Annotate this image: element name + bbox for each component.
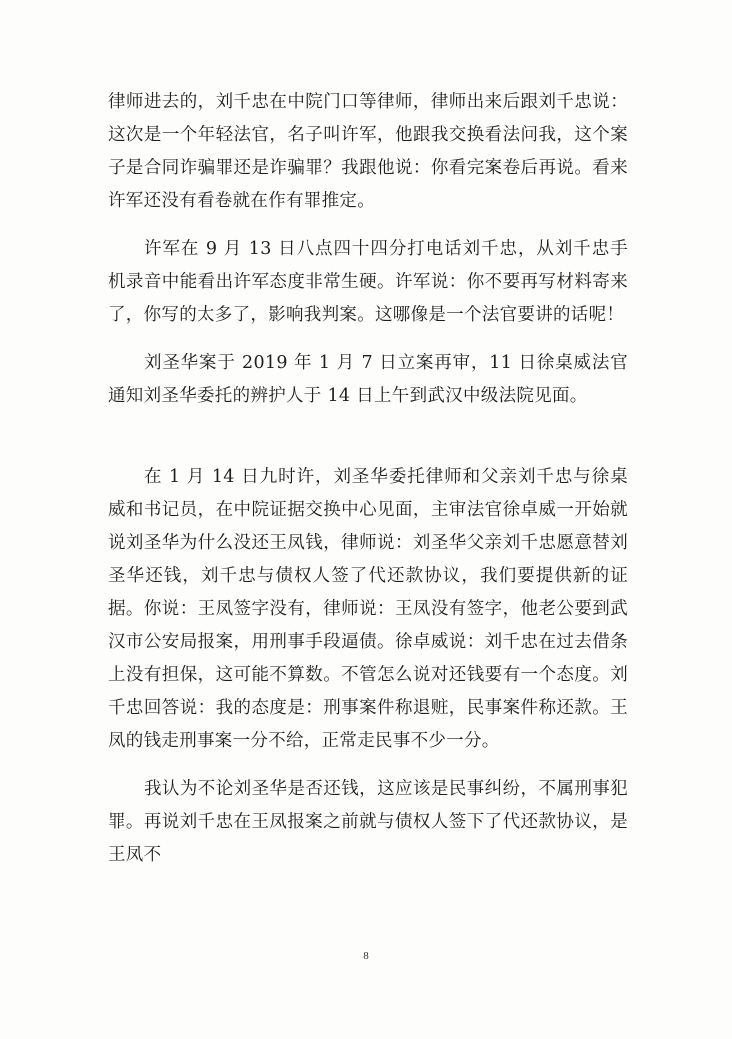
paragraph-4: 在 1 月 14 日九时许，刘圣华委托律师和父亲刘千忠与徐桌威和书记员，在中院证据交换中心见面，主审法官徐卓威一开始就说刘圣华为什么没还王凤钱，律师说：刘圣华父亲刘千忠愿意替刘圣华还钱，刘千忠与债权人签了代还款协议，我们要提供新的证据。你说：王凤签字没有，律师说：王凤没有签字，他老公要到武汉市公安局报案，用刑事手段逼债。徐卓威说：刘千忠在过去借条上没有担保，这可能不算数。不管怎么说对还钱要有一个态度。刘千忠回答说：我的态度是：刑事案件称退赃，民事案件称还款。王凤的钱走刑事案一分不给，正常走民事不少一分。 xyxy=(108,467,628,751)
paragraph-1: 律师进去的，刘千忠在中院门口等律师，律师出来后跟刘千忠说：这次是一个年轻法官，名子叫许军，他跟我交换看法问我，这个案子是合同诈骗罪还是诈骗罪？我跟他说：你看完案卷后再说。看来许军还没有看卷就在作有罪推定。 xyxy=(108,92,628,211)
paragraph-2: 许军在 9 月 13 日八点四十四分打电话刘千忠，从刘千忠手机录音中能看出许军态度非常生硬。许军说：你不要再写材料寄来了，你写的太多了，影响我判案。这哪像是一个法官要讲的话呢！ xyxy=(108,239,628,325)
page-number: 8 xyxy=(363,950,369,962)
document-body xyxy=(108,86,628,872)
paragraph-3: 刘圣华案于 2019 年 1 月 7 日立案再审，11 日徐桌威法官通知刘圣华委托的辨护人于 14 日上午到武汉中级法院见面。 xyxy=(108,353,628,406)
paragraph-5: 我认为不论刘圣华是否还钱，这应该是民事纠纷，不属刑事犯罪。再说刘千忠在王凤报案之前就与债权人签下了代还款协议，是王凤不 xyxy=(108,779,628,865)
